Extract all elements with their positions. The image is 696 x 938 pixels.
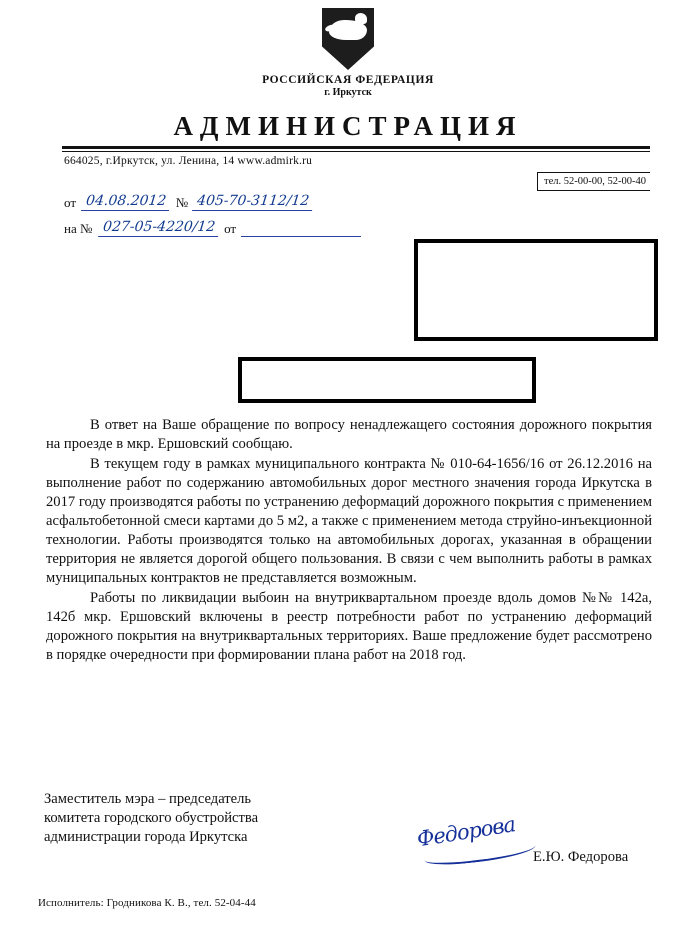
header-rule-thin (62, 151, 650, 152)
letterhead-header (0, 8, 696, 98)
executor-line: Исполнитель: Гродникова К. В., тел. 52-04-44 (38, 897, 256, 909)
irkutsk-coat-of-arms-icon (322, 8, 374, 70)
reference-block (64, 193, 361, 245)
reply-date-label: от (224, 221, 237, 236)
body-paragraph-1: В ответ на Ваше обращение по вопросу ненадлежащего состояния дорожного покрытия на проезде в мкр. Ершовский сообщаю. (46, 417, 652, 452)
handwritten-signature (415, 809, 540, 871)
city-label: г. Иркутск (324, 87, 372, 98)
signer-position-line-3: администрации города Иркутска (44, 828, 248, 845)
signer-position-line-1: Заместитель мэра – председатель (44, 791, 252, 807)
redaction-recipient-block (414, 239, 658, 341)
letter-body (46, 416, 652, 666)
from-date-value: 04.08.2012 (81, 193, 171, 211)
signer-position-line-2: комитета городского обустройства (44, 809, 259, 826)
body-paragraph-3: Работы по ликвидации выбоин на внутриквартальном проезде вдоль домов №№ 142а, 142б мкр. Ершовский включены в реестр потребности работ по устранению деформаций дорожного покрытия на внутриквартальных территориях. Ваше предложение будет рассмотрено в порядке очередности при формировании плана работ на 2018 год. (46, 589, 652, 663)
number-value: 405-70-3112/12 (192, 193, 314, 211)
reference-row-outgoing (64, 193, 361, 219)
body-paragraph-2: В текущем году в рамках муниципального контракта № 010-64-1656/16 от 26.12.2016 на выполнение работ по содержанию автомобильных дорог местного значения города Иркутска в 2017 году производятся работы по устранению деформаций дорожного покрытия с применением асфальтобетонной смеси картами до 5 м2, а также с применением метода струйно-инъекционной технологии. Работы производятся только на автомобильных дорогах, указанная в обращении территория не является дорогой общего пользования. В связи с чем выполнить работы в рамках муниципальных контрактов не представляется возможным. (46, 455, 652, 586)
number-label: № (175, 195, 189, 210)
administration-title-wrap (62, 112, 634, 140)
reply-number-value: 027-05-4220/12 (98, 219, 220, 237)
from-label: от (64, 195, 77, 210)
address-line: 664025, г.Иркутск, ул. Ленина, 14 www.admirk.ru (64, 155, 313, 167)
administration-title: АДМИНИСТРАЦИЯ (173, 111, 523, 141)
signer-position (44, 790, 258, 847)
reply-date-blank (241, 221, 361, 237)
reference-row-incoming (64, 219, 361, 245)
signer-name: Е.Ю. Федорова (533, 849, 629, 865)
header-rule-thick (62, 146, 650, 149)
phone-box: тел. 52-00-00, 52-00-40 (537, 172, 650, 191)
redaction-subject-block (238, 357, 536, 403)
reply-label: на № (64, 221, 93, 236)
handwritten-signature-text: Федорова (415, 812, 517, 852)
federation-title: РОССИЙСКАЯ ФЕДЕРАЦИЯ (262, 74, 434, 86)
